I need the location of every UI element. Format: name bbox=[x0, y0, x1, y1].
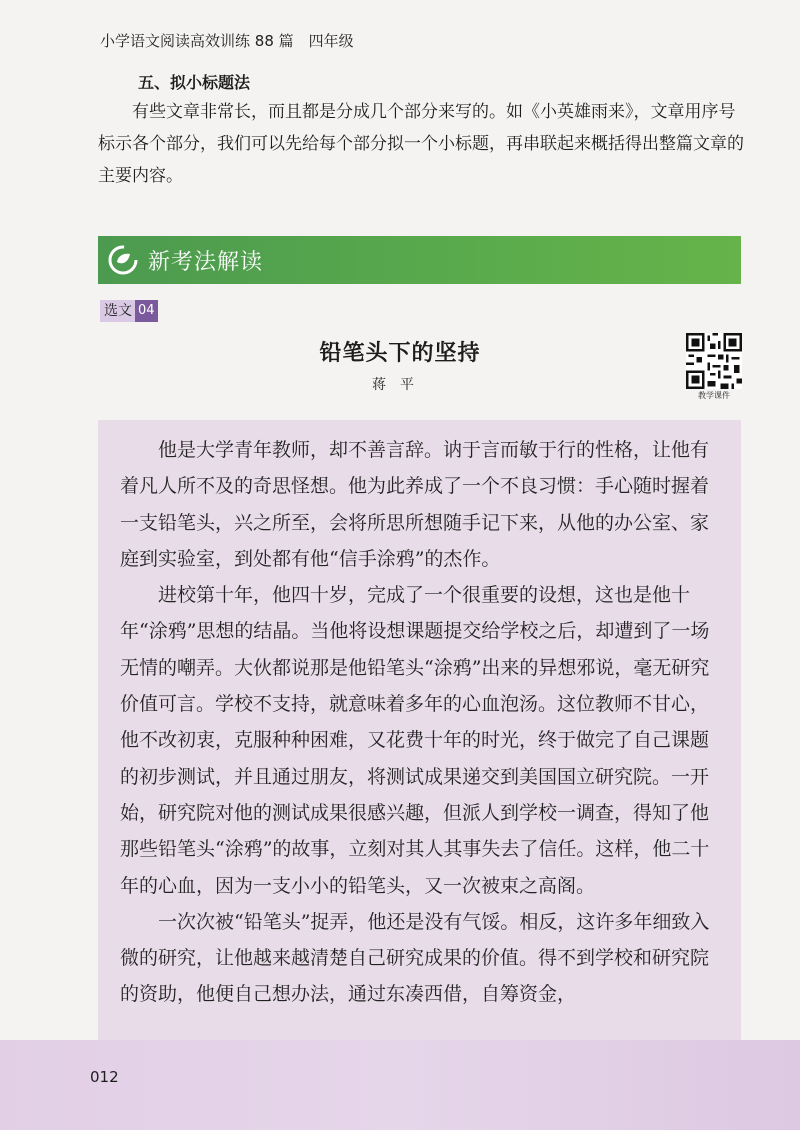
section-heading: 五、拟小标题法 bbox=[138, 73, 251, 92]
selection-tag bbox=[100, 300, 158, 322]
selection-tag-label: 选文 bbox=[100, 300, 135, 322]
article-author: 蒋平 bbox=[372, 377, 428, 393]
qr-code-icon[interactable] bbox=[686, 333, 742, 389]
leaf-circle-icon bbox=[108, 245, 138, 275]
article-paragraph: 他是大学青年教师，却不善言辞。讷于言而敏于行的性格，让他有着凡人所不及的奇思怪想。他为此养成了一个不良习惯：手心随时握着一支铅笔头，兴之所至，会将所思所想随手记下来，从他的办公室、家庭到实验室，到处都有他“信手涂鸦”的杰作。 bbox=[120, 439, 710, 570]
article-title: 铅笔头下的坚持 bbox=[319, 341, 481, 366]
selection-tag-number: 04 bbox=[135, 300, 158, 322]
running-header: 小学语文阅读高效训练 88 篇 四年级 bbox=[100, 32, 354, 50]
page-number: 012 bbox=[90, 1068, 119, 1086]
article-paragraph: 一次次被“铅笔头”捉弄，他还是没有气馁。相反，这许多年细致入微的研究，让他越来越清楚自己研究成果的价值。得不到学校和研究院的资助，他便自己想办法，通过东凑西借，自筹资金， bbox=[120, 910, 710, 1006]
qr-code-label: 教学课件 bbox=[698, 391, 730, 400]
footer-band bbox=[0, 1040, 800, 1130]
article-body bbox=[120, 432, 722, 1013]
article-paragraph: 进校第十年，他四十岁，完成了一个很重要的设想，这也是他十年“涂鸦”思想的结晶。当他将设想课题提交给学校之后，却遭到了一场无情的嘲弄。大伙都说那是他铅笔头“涂鸦”出来的异想邪说，毫无研究价值可言。学校不支持，就意味着多年的心血泡汤。这位教师不甘心，他不改初衷，克服种种困难，又花费十年的时光，终于做完了自己课题的初步测试，并且通过朋友，将测试成果递交到美国国立研究院。一开始，研究院对他的测试成果很感兴趣，但派人到学校一调查，得知了他那些铅笔头“涂鸦”的故事，立刻对其人其事失去了信任。这样，他二十年的心血，因为一支小小的铅笔头，又一次被束之高阁。 bbox=[120, 584, 710, 897]
banner bbox=[98, 236, 741, 284]
intro-paragraph: 有些文章非常长，而且都是分成几个部分来写的。如《小英雄雨来》，文章用序号标示各个部分，我们可以先给每个部分拟一个小标题，再串联起来概括得出整篇文章的主要内容。 bbox=[98, 102, 744, 186]
banner-title: 新考法解读 bbox=[148, 249, 264, 275]
